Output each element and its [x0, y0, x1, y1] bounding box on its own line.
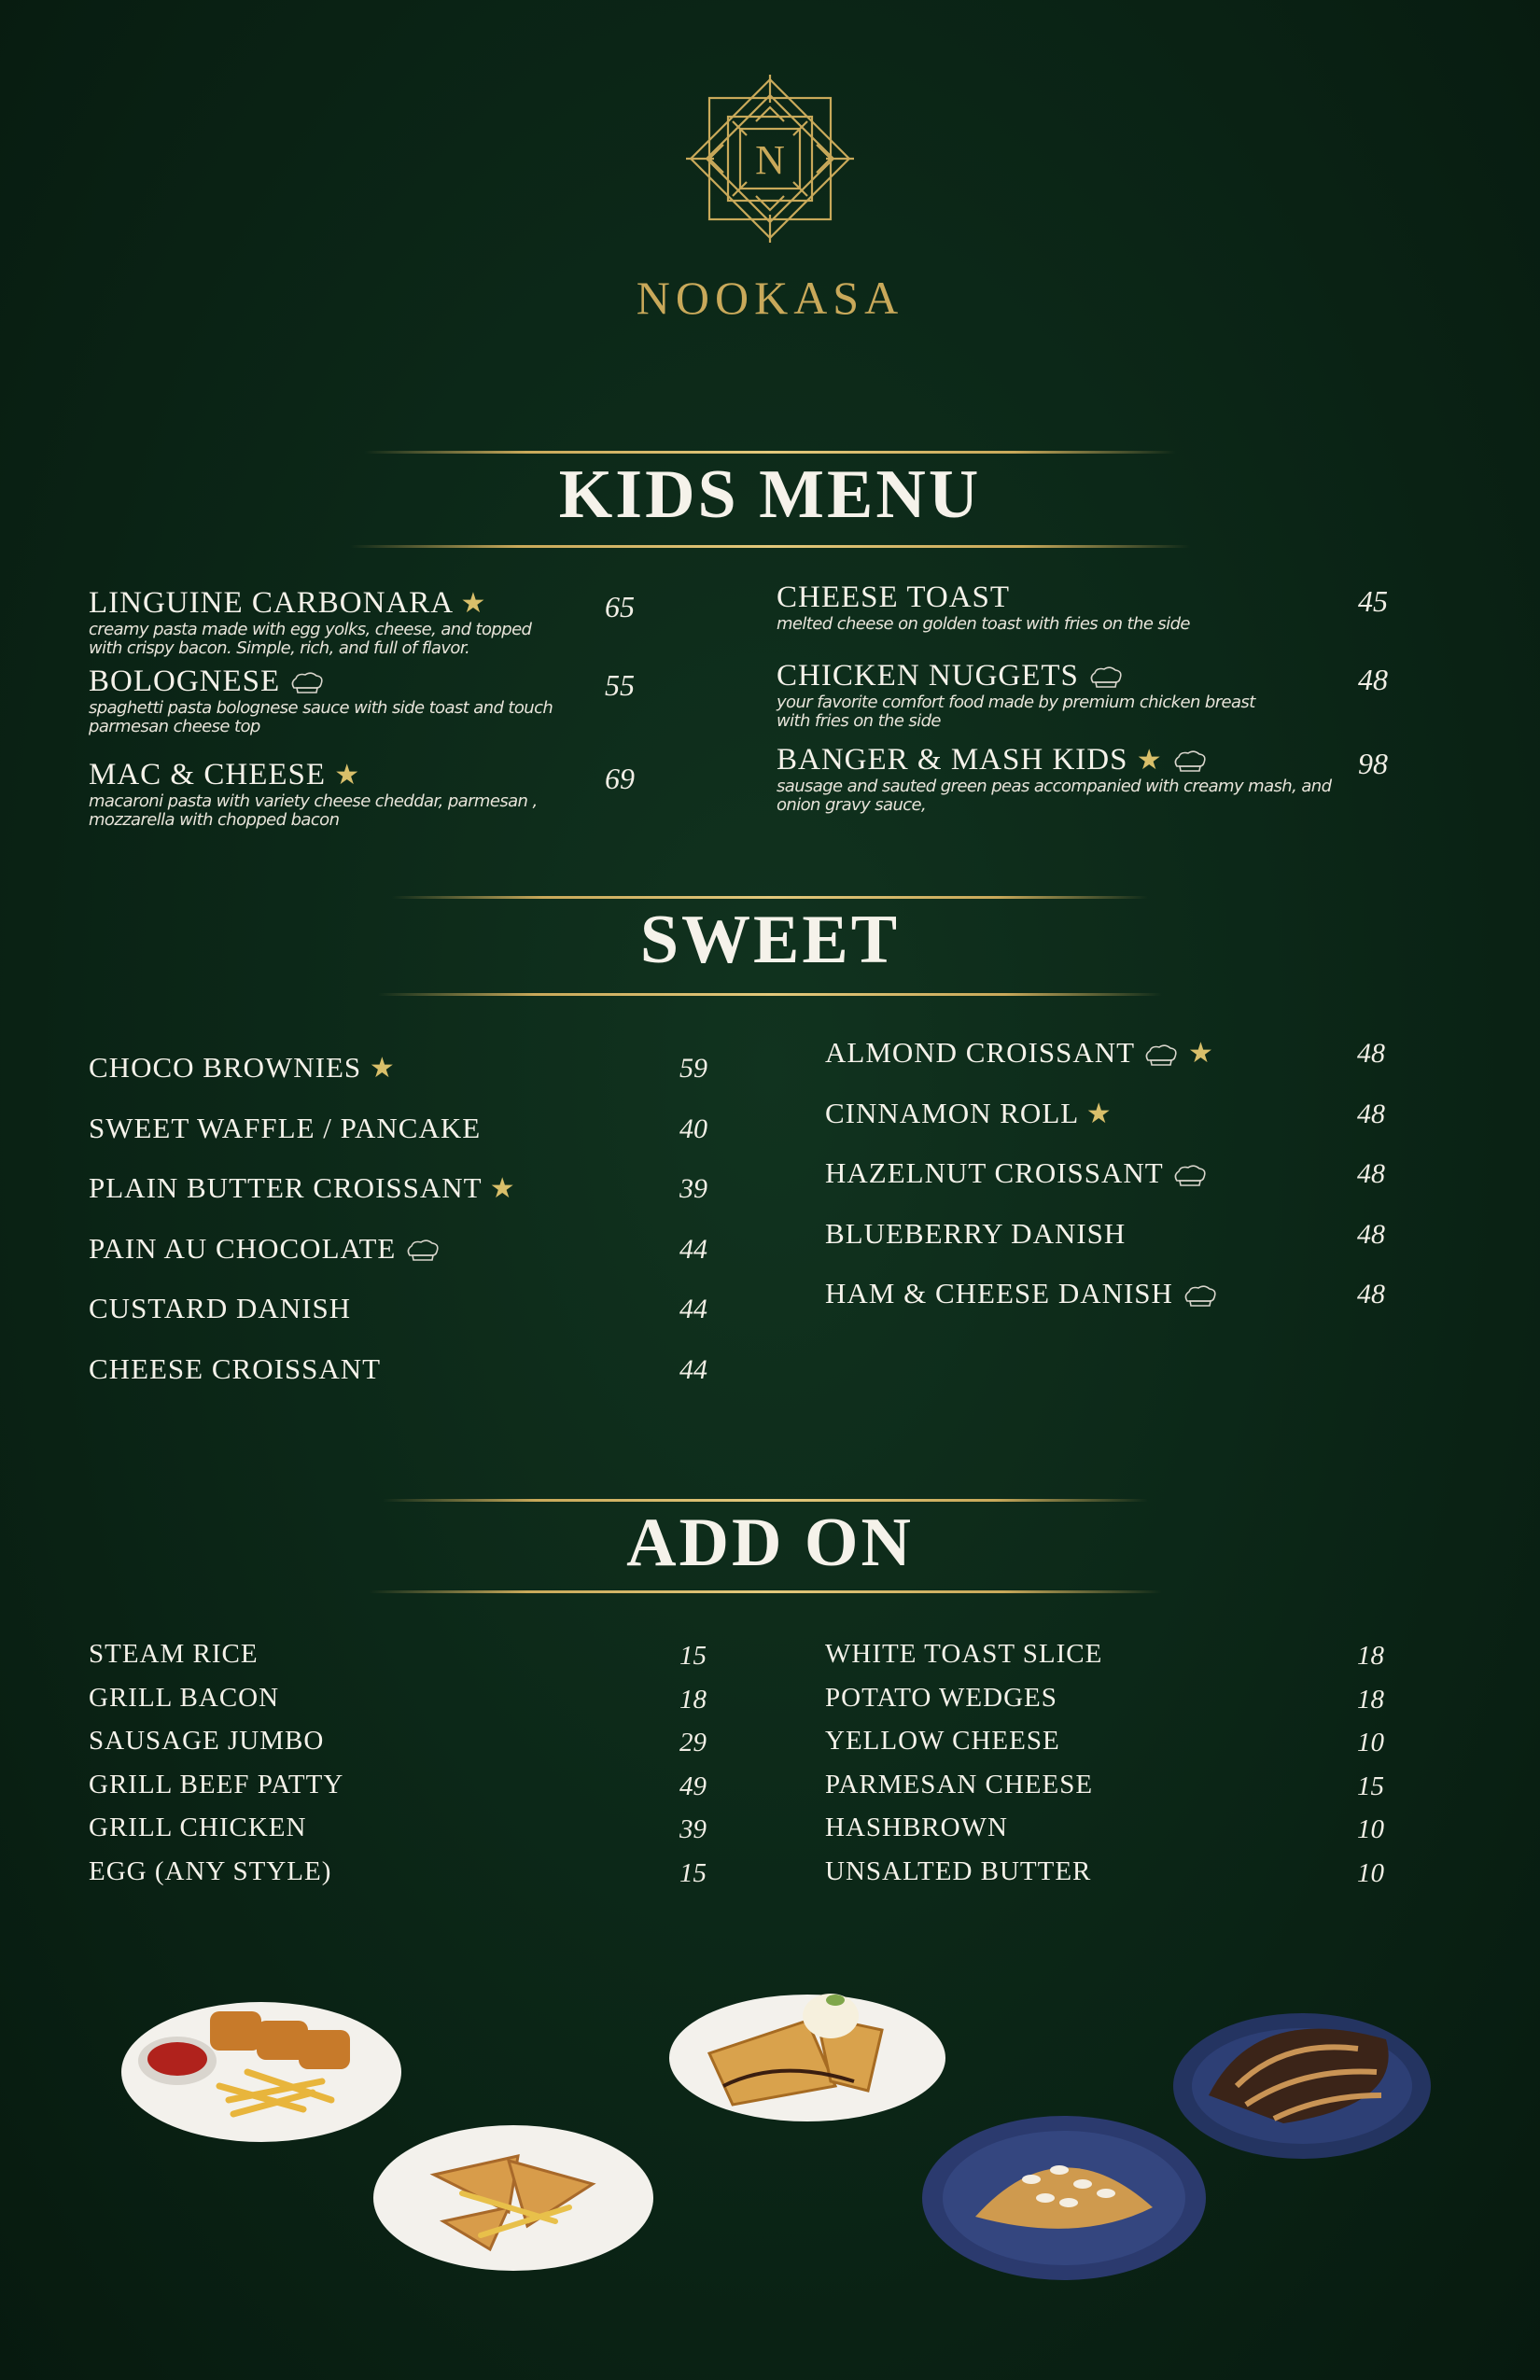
item-name-text: POTATO WEDGES	[825, 1682, 1057, 1713]
item-name-text: HASHBROWN	[825, 1813, 1008, 1842]
menu-item-price: 15	[679, 1641, 707, 1671]
menu-item-price: 18	[1357, 1684, 1384, 1715]
menu-item-price: 18	[1357, 1641, 1384, 1671]
menu-item-price: 48	[1357, 1218, 1385, 1250]
menu-item-name	[825, 1277, 1219, 1310]
menu-item-price: 48	[1357, 1158, 1385, 1189]
item-name-text: GRILL CHICKEN	[89, 1813, 307, 1842]
item-name-text: HAM & CHEESE DANISH	[825, 1277, 1173, 1309]
chef-hat-icon	[1142, 1043, 1180, 1068]
menu-item-name	[89, 758, 538, 792]
menu-item-price: 15	[1357, 1771, 1384, 1801]
item-name-text: LINGUINE CARBONARA	[89, 586, 453, 620]
menu-item-price: 40	[679, 1113, 707, 1144]
menu-item-name	[825, 1097, 1113, 1130]
star-icon: ★	[460, 588, 487, 619]
menu-item-description: mozzarella with chopped bacon	[89, 810, 340, 830]
star-icon: ★	[1085, 1098, 1113, 1129]
menu-item-name	[777, 743, 1331, 777]
menu-item-name	[89, 1292, 351, 1325]
menu-item-name	[89, 1726, 324, 1757]
item-name-text: WHITE TOAST SLICE	[825, 1639, 1103, 1669]
menu-item-price: 44	[679, 1353, 707, 1385]
menu-item-name	[89, 1813, 306, 1843]
menu-item-price: 44	[679, 1233, 707, 1265]
menu-item-name	[825, 1683, 1057, 1714]
item-name-text: GRILL BACON	[89, 1682, 280, 1713]
menu-item-name	[89, 1856, 331, 1887]
item-name-text: CHICKEN NUGGETS	[777, 659, 1079, 693]
menu-item	[89, 665, 553, 736]
menu-item-price: 49	[679, 1771, 707, 1801]
section-title-sweet: SWEET	[639, 902, 901, 978]
menu-item-description: sausage and sauted green peas accompanied with creamy mash, and	[777, 777, 1332, 796]
item-name-text: PAIN AU CHOCOLATE	[89, 1231, 397, 1265]
menu-item-price: 48	[1357, 1038, 1385, 1069]
cheese-toast-fries-photo	[369, 2119, 658, 2277]
logo-monogram: N	[755, 137, 785, 183]
menu-item-name	[89, 1683, 279, 1714]
item-name-text: CUSTARD DANISH	[89, 1292, 352, 1324]
menu-item-price: 29	[679, 1728, 707, 1757]
item-name-text: UNSALTED BUTTER	[825, 1855, 1092, 1886]
section-title-kids: KIDS MENU	[558, 456, 982, 533]
menu-item-price: 10	[1357, 1857, 1384, 1888]
item-name-text: MAC & CHEESE	[89, 758, 327, 791]
menu-item-name	[825, 1813, 1008, 1843]
item-name-text: GRILL BEEF PATTY	[89, 1769, 344, 1799]
menu-item-description: spaghetti pasta bolognese sauce with side toast and touch	[89, 698, 553, 718]
waffle-icecream-photo	[667, 1965, 947, 2123]
chef-hat-icon	[1171, 1164, 1209, 1188]
menu-item-name	[777, 581, 1190, 615]
menu-item-price: 55	[605, 668, 635, 702]
chef-hat-icon	[404, 1239, 441, 1263]
item-name-text: CHEESE CROISSANT	[89, 1351, 382, 1385]
divider-bottom	[350, 545, 1190, 548]
item-name-text: HAZELNUT CROISSANT	[825, 1156, 1164, 1189]
item-name-text: EGG (ANY STYLE)	[89, 1855, 332, 1886]
menu-item-price: 48	[1357, 1098, 1385, 1129]
menu-item-name	[89, 665, 553, 699]
item-name-text: YELLOW CHEESE	[825, 1726, 1060, 1756]
menu-item-price: 44	[679, 1294, 707, 1324]
menu-item-name	[825, 1156, 1209, 1190]
chef-hat-icon	[1087, 665, 1125, 690]
menu-item-name	[89, 1770, 343, 1800]
menu-item-name	[825, 1217, 1126, 1251]
item-name-text: CHEESE TOAST	[777, 581, 1011, 614]
menu-item-price: 98	[1358, 747, 1388, 780]
star-icon: ★	[1136, 745, 1163, 776]
brand-name: NOOKASA	[636, 272, 904, 324]
item-name-text: BANGER & MASH KIDS	[777, 743, 1128, 777]
menu-item-price: 69	[605, 762, 635, 795]
menu-item-description: onion gravy sauce,	[777, 795, 927, 815]
item-name-text: ALMOND CROISSANT	[825, 1036, 1135, 1069]
menu-item-price: 10	[1357, 1814, 1384, 1844]
menu-item-name	[825, 1770, 1093, 1800]
item-name-text: SWEET WAFFLE / PANCAKE	[89, 1111, 482, 1144]
menu-item	[777, 659, 1255, 731]
nookasa-logo	[667, 65, 873, 252]
item-name-text: STEAM RICE	[89, 1639, 259, 1669]
chef-hat-icon	[288, 671, 326, 695]
menu-item-price: 10	[1357, 1728, 1384, 1757]
divider-top	[392, 896, 1148, 899]
menu-item	[777, 581, 1190, 634]
menu-item-price: 59	[679, 1053, 707, 1084]
menu-item-description: creamy pasta made with egg yolks, cheese, and topped	[89, 620, 532, 639]
menu-item-name	[825, 1856, 1091, 1887]
menu-item-price: 15	[679, 1857, 707, 1888]
menu-item-name	[89, 1639, 259, 1670]
menu-item-name	[89, 1051, 396, 1085]
menu-item-name	[825, 1036, 1214, 1070]
star-icon: ★	[369, 1053, 396, 1084]
menu-item-description: macaroni pasta with variety cheese cheddar, parmesan ,	[89, 791, 538, 811]
menu-item-description: parmesan cheese top	[89, 717, 260, 736]
menu-item-price: 65	[605, 590, 635, 623]
menu-item-price: 39	[679, 1814, 707, 1844]
chef-hat-icon	[1171, 749, 1209, 774]
section-title-addon: ADD ON	[626, 1505, 914, 1581]
menu-item-name	[89, 1171, 516, 1205]
menu-item	[89, 586, 531, 658]
menu-item	[89, 758, 538, 830]
menu-item	[777, 743, 1331, 815]
star-icon: ★	[1188, 1038, 1214, 1069]
item-name-text: BLUEBERRY DANISH	[825, 1216, 1127, 1250]
menu-item-price: 18	[679, 1684, 707, 1715]
menu-item-name	[825, 1726, 1060, 1757]
menu-item-name	[825, 1639, 1102, 1670]
menu-item-price: 48	[1357, 1279, 1385, 1309]
divider-top	[383, 1499, 1148, 1502]
divider-top	[364, 451, 1176, 454]
star-icon: ★	[489, 1173, 516, 1204]
menu-item-name	[89, 1112, 481, 1145]
divider-bottom	[369, 1590, 1162, 1593]
item-name-text: SAUSAGE JUMBO	[89, 1726, 325, 1756]
menu-item-description: your favorite comfort food made by premium chicken breast	[777, 693, 1255, 712]
divider-bottom	[378, 993, 1162, 996]
chocolate-croissant-photo	[1171, 1983, 1433, 2161]
item-name-text: CINNAMON ROLL	[825, 1096, 1079, 1129]
menu-item-name	[89, 1352, 381, 1386]
chef-hat-icon	[1182, 1284, 1219, 1309]
menu-item-price: 39	[679, 1173, 707, 1204]
item-name-text: PARMESAN CHEESE	[825, 1769, 1094, 1799]
menu-item-price: 48	[1358, 663, 1388, 696]
menu-item-description: with fries on the side	[777, 711, 941, 731]
menu-item-name	[777, 659, 1255, 693]
item-name-text: CHOCO BROWNIES	[89, 1051, 362, 1084]
item-name-text: PLAIN BUTTER CROISSANT	[89, 1171, 483, 1204]
almond-croissant-photo	[919, 2105, 1209, 2282]
menu-item-price: 45	[1358, 584, 1388, 618]
chicken-nuggets-fries-photo	[117, 1988, 406, 2147]
menu-item-description: with crispy bacon. Simple, rich, and full of flavor.	[89, 638, 470, 658]
menu-item-description: melted cheese on golden toast with fries on the side	[777, 614, 1190, 634]
star-icon: ★	[334, 760, 361, 791]
menu-item-name	[89, 586, 531, 621]
item-name-text: BOLOGNESE	[89, 665, 281, 698]
menu-item-name	[89, 1232, 441, 1266]
